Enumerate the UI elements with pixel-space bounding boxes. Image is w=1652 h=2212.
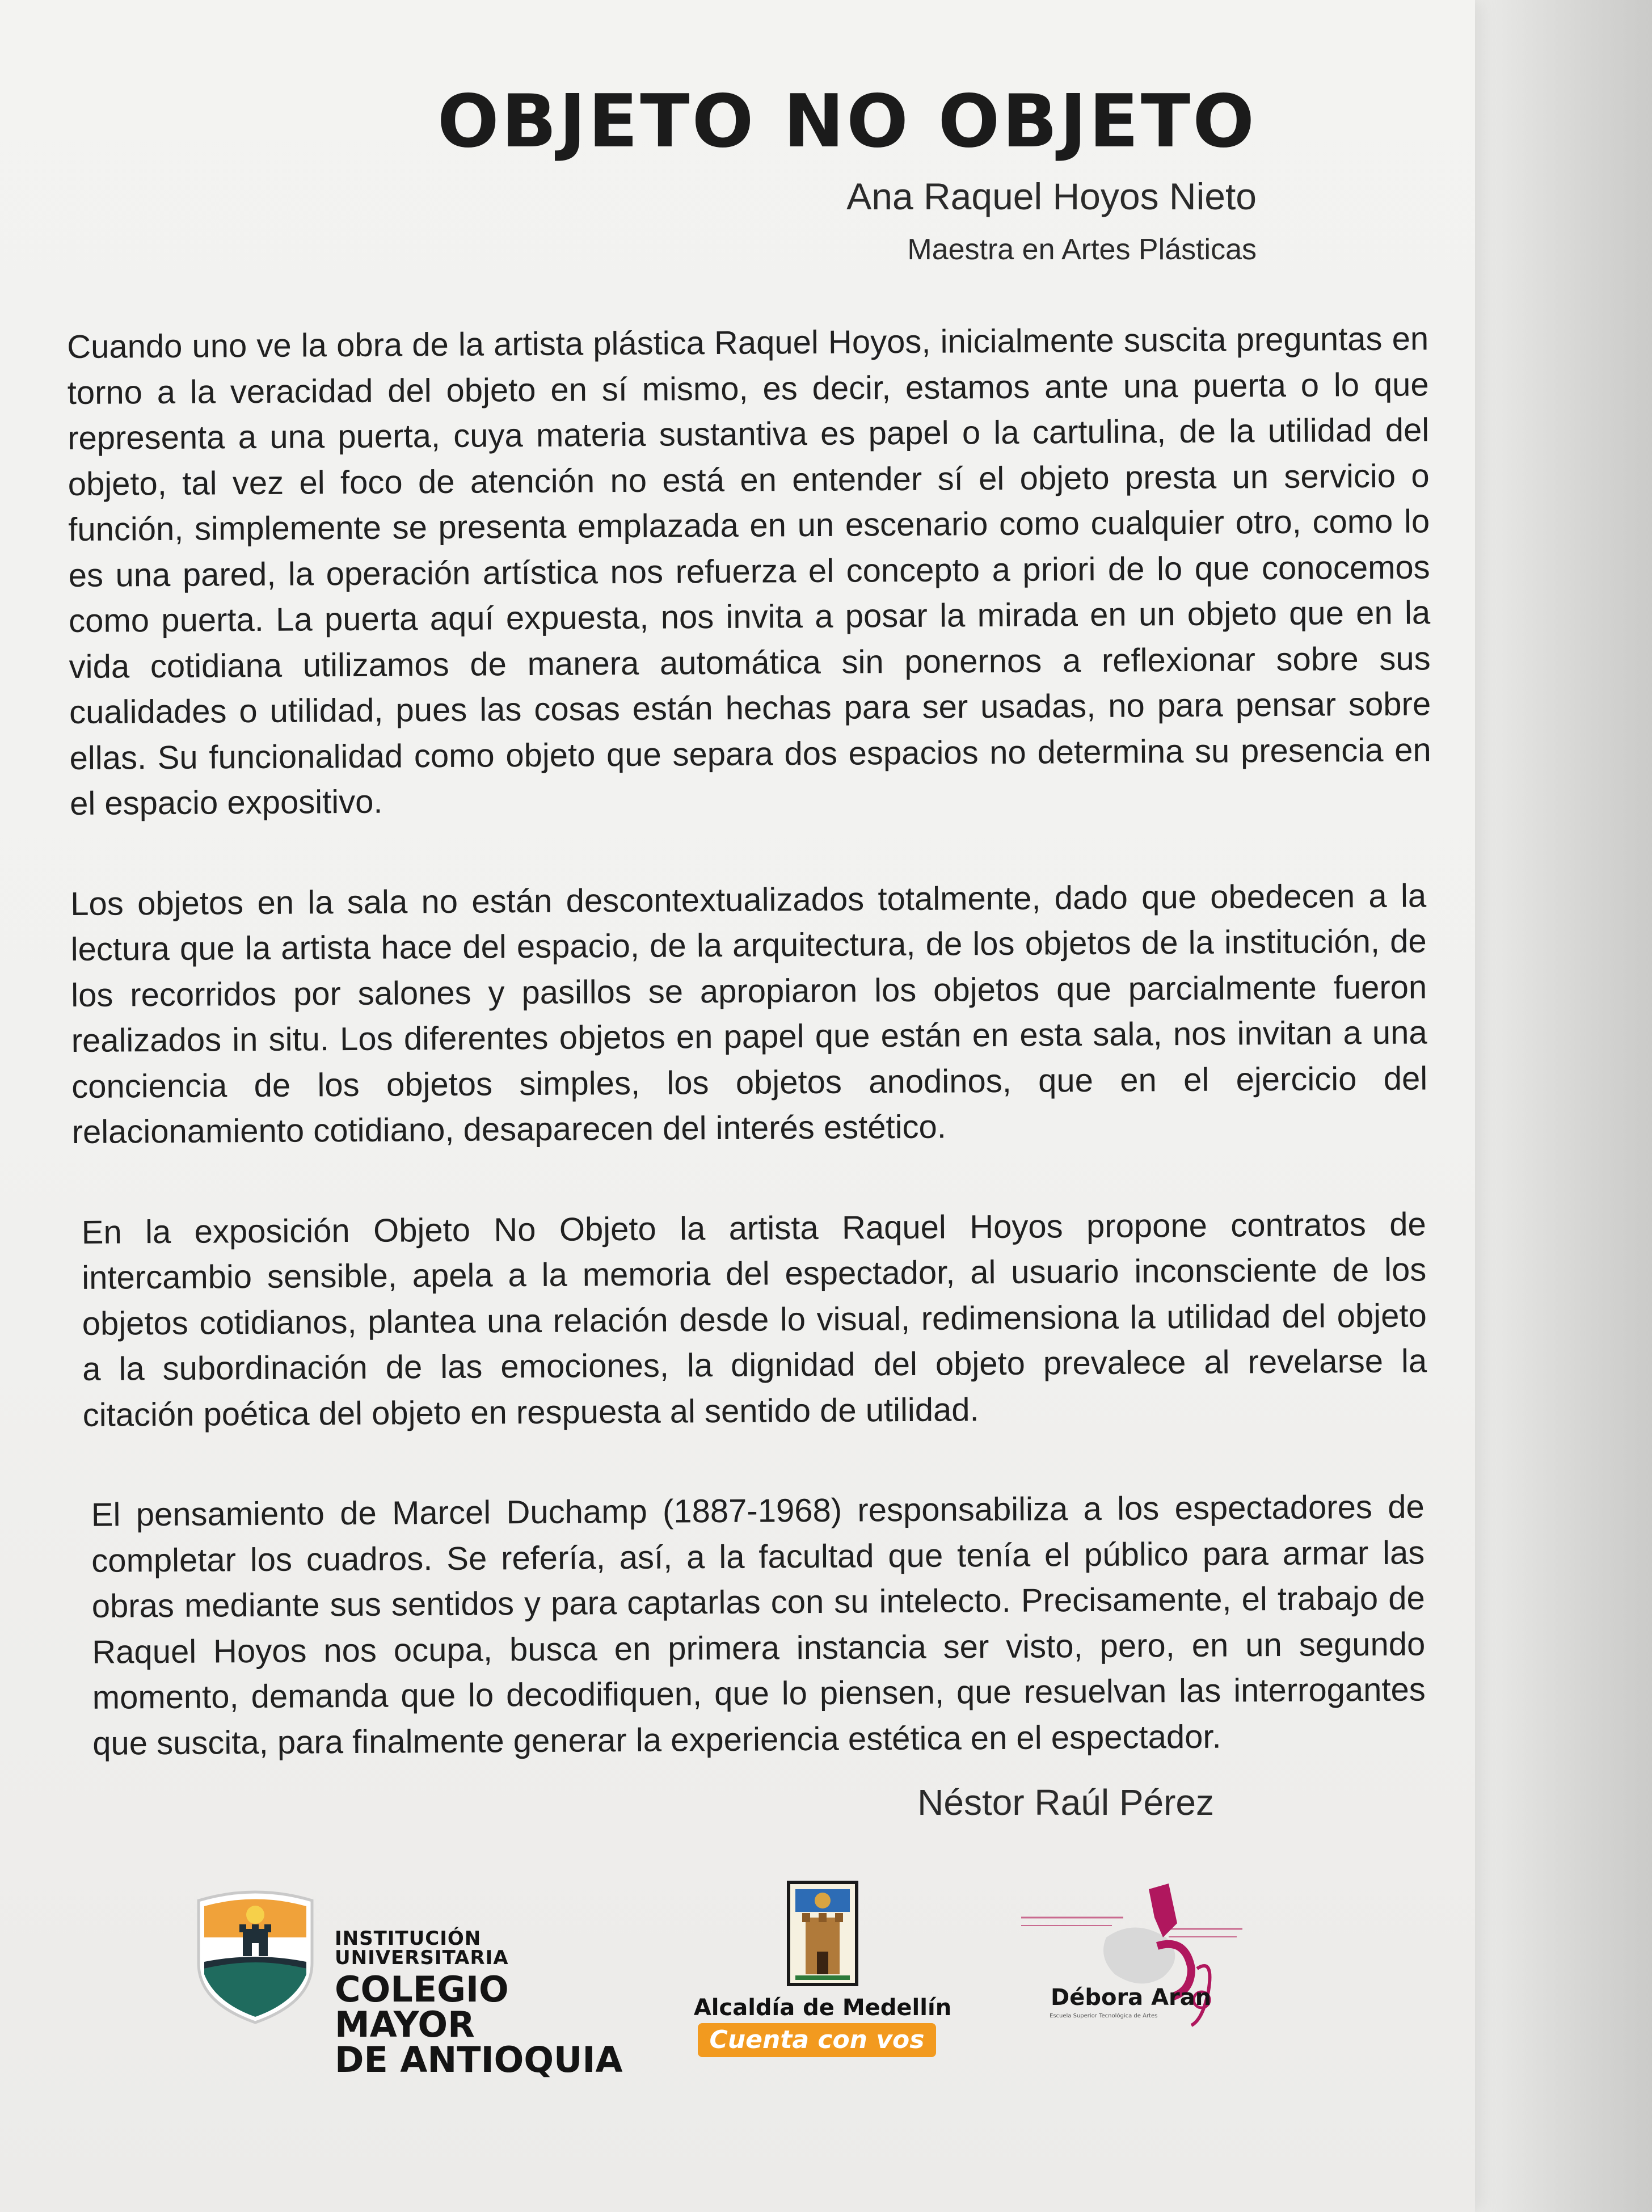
sponsor-logos xyxy=(193,1878,1271,2080)
paragraph-3: En la exposición Objeto No Objeto la artista Raquel Hoyos propone contratos de intercambio sensible, apela a la memoria del espectador, al usuario inconsciente de los objetos cotidianos, plantea una relación desde lo visual, redimensiona la utilidad del objeto a la subordinación de las emociones, la dignidad del objeto prevalece al revelarse la citación poética del objeto en respuesta al sentido de utilidad. xyxy=(81,1205,1427,1434)
colegio-mayor-logo xyxy=(193,1889,647,2080)
colegio-shield-icon xyxy=(193,1889,318,2025)
curator-signature: Néstor Raúl Pérez xyxy=(917,1782,1214,1823)
colegio-wordmark xyxy=(335,1929,647,2078)
debora-arango-name: Débora Aran xyxy=(1051,1985,1212,2011)
debora-arango-subtitle: Escuela Superior Tecnológica de Artes xyxy=(1050,2013,1158,2019)
colegio-line-2: COLEGIO MAYOR xyxy=(335,1969,509,2045)
debora-arango-emblem-icon xyxy=(1021,1884,1259,2065)
colegio-line-3: DE ANTIOQUIA xyxy=(335,2039,623,2080)
alcaldia-slogan: Cuenta con vos xyxy=(698,2023,936,2057)
paragraph-4: El pensamiento de Marcel Duchamp (1887-1968) responsabiliza a los espectadores de completar los cuadros. Se refería, así, a la facultad que tenía el público para armar las obras mediante sus sentidos y para captarlas con su intelecto. Precisamente, el trabajo de Raquel Hoyos nos ocupa, busca en primera instancia ser visto, pero, en un segundo momento, demanda que lo decodifiquen, que lo piensen, que resuelvan las interrogantes que suscita, para finalmente generar la experiencia estética en el espectador. xyxy=(91,1488,1426,1762)
medellin-coat-of-arms-icon xyxy=(777,1878,868,1991)
exhibition-title: OBJETO NO OBJETO xyxy=(437,79,1257,164)
alcaldia-medellin-logo xyxy=(692,1878,953,2071)
colegio-line-1: INSTITUCIÓN UNIVERSITARIA xyxy=(335,1927,509,1969)
artist-role: Maestra en Artes Plásticas xyxy=(907,233,1257,266)
artist-name: Ana Raquel Hoyos Nieto xyxy=(846,175,1257,217)
debora-arango-logo xyxy=(1021,1884,1259,2065)
paragraph-1: Cuando uno ve la obra de la artista plástica Raquel Hoyos, inicialmente suscita preguntas en torno a la veracidad del objeto en sí mismo, es decir, estamos ante una puerta o lo que representa a una puerta, cuya materia sustantiva es papel o la cartulina, de la utilidad del objeto, tal vez el foco de atención no está en entender sí el objeto presta un servicio o función, simplemente se presenta emplazada en un escenario como cualquier otro, como lo es una pared, la operación artística nos refuerza el concepto a priori de lo que conocemos como puerta. La puerta aquí expuesta, nos invita a posar la mirada en un objeto que en la vida cotidiana utilizamos de manera automática sin ponernos a reflexionar sobre sus cualidades o utilidad, pues las cosas están hechas para ser usadas, no para pensar sobre ellas. Su funcionalidad como objeto que separa dos espacios no determina su presencia en el espacio expositivo. xyxy=(67,320,1431,822)
wall-edge xyxy=(1482,0,1652,2212)
curatorial-text xyxy=(67,316,1438,1821)
paragraph-2: Los objetos en la sala no están descontextualizados totalmente, dado que obedecen a la lectura que la artista hace del espacio, de la arquitectura, de los objetos de la institución, de los recorridos por salones y pasillos se apropiaron los objetos que parcialmente fueron realizados in situ. Los diferentes objetos en papel que están en esta sala, nos invitan a una conciencia de los objetos simples, los objetos anodinos, que en el ejercicio del relacionamiento cotidiano, desaparecen del interés estético. xyxy=(70,877,1428,1151)
alcaldia-name: Alcaldía de Medellín xyxy=(693,1995,952,2021)
